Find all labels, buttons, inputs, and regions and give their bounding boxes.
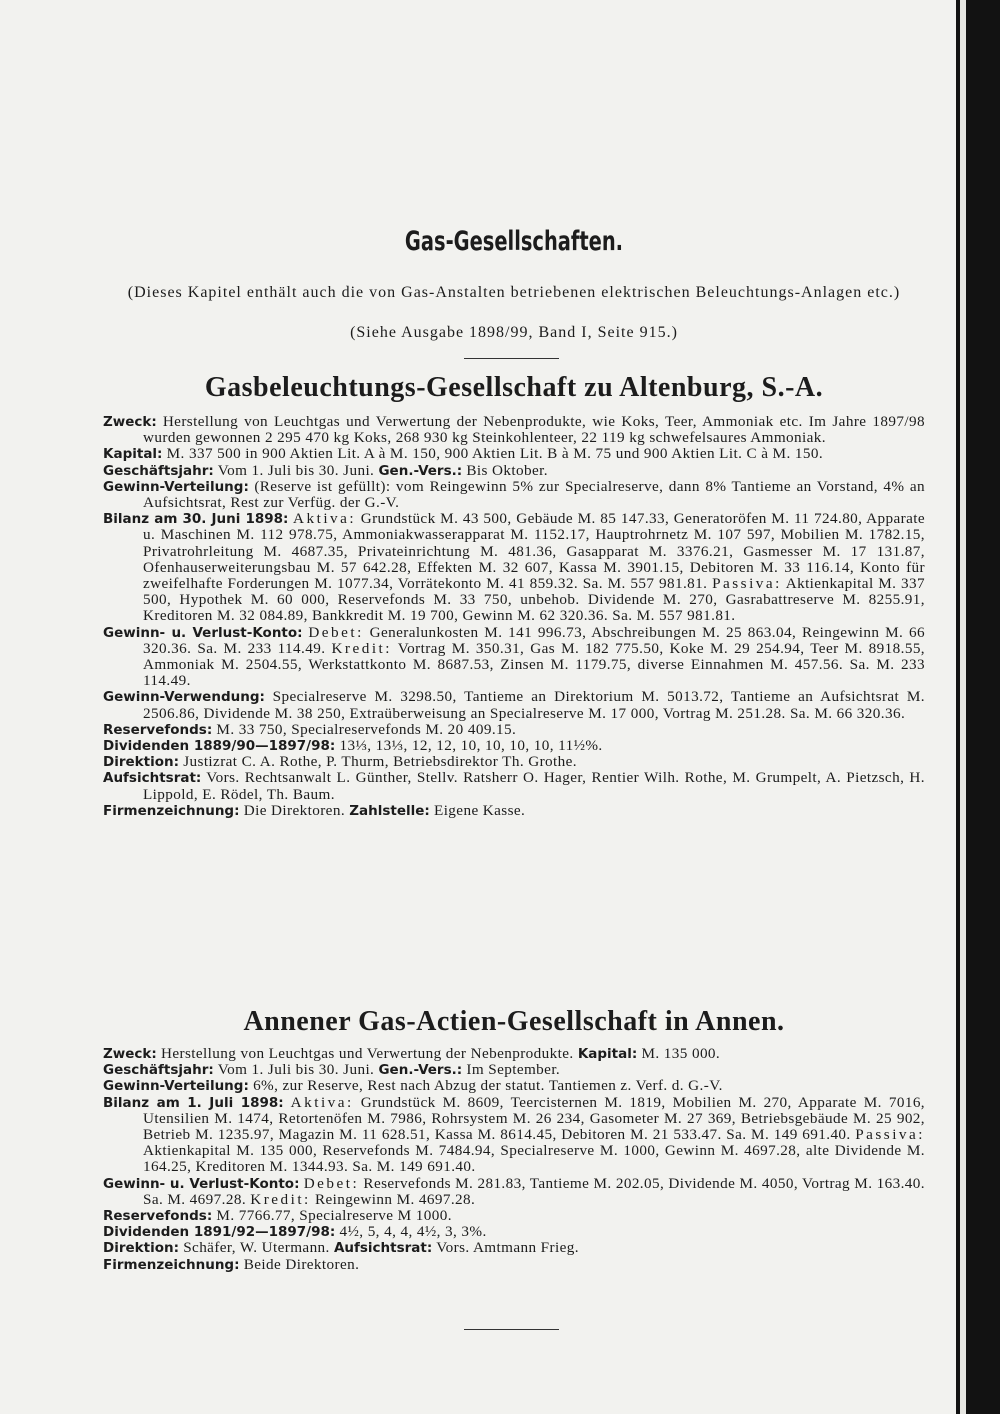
entry-label: Firmenzeichnung: — [103, 1256, 240, 1273]
entry-text: Reingewinn M. 4697.28. — [314, 1190, 476, 1208]
entry-section: Kredit: — [331, 639, 392, 657]
entry — [103, 770, 925, 802]
entry-text: Herstellung von Leuchtgas und Verwertung der Nebenprodukte, wie Koks, Teer, Ammoniak etc. Im Jahre 1897/98 wurden gewonnen 2 295 470 kg Koks, 268 930 kg Steinkohlenteer, 22 119 kg schwefelsaures Ammoniak. — [143, 413, 925, 447]
company-title: Gasbeleuchtungs-Gesellschaft zu Altenburg, S.-A. — [204, 372, 824, 403]
entry — [103, 1046, 925, 1062]
entry-text: Aktienkapital M. 135 000, Reservefonds M. 7484.94, Specialreserve M. 1000, Gewinn M. 4697.28, alte Dividende M. 164.25, Kreditoren M. 1344.93. Sa. M. 149 691.40. — [143, 1142, 925, 1176]
entry — [103, 1240, 925, 1256]
entry — [103, 1078, 925, 1094]
entry-text: Herstellung von Leuchtgas und Verwertung der Nebenprodukte. — [161, 1045, 574, 1062]
entry-text: M. 337 500 in 900 Aktien Lit. A à M. 150, 900 Aktien Lit. B à M. 75 und 900 Aktien Lit. C à M. 150. — [166, 445, 824, 463]
entry-text: Generalunkosten M. 141 996.73, Abschreibungen M. 25 863.04, Reingewinn M. 66 320.36. Sa. M. 233 114.49. — [143, 623, 925, 657]
entry — [103, 754, 925, 770]
entry-text: Eigene Kasse. — [434, 801, 526, 819]
entry — [103, 479, 925, 511]
entry — [103, 463, 925, 479]
entry — [103, 803, 925, 819]
entry-text: Grundstück M. 43 500, Gebäude M. 85 147.33, Generatoröfen M. 11 724.80, Apparate u. Maschinen M. 112 978.75, Ammoniakwasserapparat M. 1152.17, Hauptrohrnetz M. 107 597, Mobilien M. 1782.15, Privatrohrleitung M. 4687.35, Privateinrichtung M. 481.36, Gasapparat M. 3376.21, Gasmesser M. 17 131.87, Ofenhauserweiterungsbau M. 57 642.28, Effekten M. 32 607, Kassa M. 3901.15, Debitoren M. 33 116.14, Konto für zweifelhafte Forderungen M. 1077.34, Vorrätekonto M. 41 859.32. Sa. M. 557 981.81. — [143, 510, 925, 593]
entry-label: Bilanz am 1. Juli 1898: — [103, 1094, 284, 1111]
entry-text: Grundstück M. 8609, Teercisternen M. 1819, Mobilien M. 270, Apparate M. 7016, Utensilien M. 1474, Retortenöfen M. 7986, Rohrsystem M. 26 234, Gasometer M. 27 369, Betriebsgebäude M. 25 902, Betrieb M. 1235.97, Magazin M. 11 628.51, Kassa M. 8614.45, Debitoren M. 21 533.47. Sa. M. 149 691.40. — [143, 1093, 926, 1144]
entry-label: Gewinn- u. Verlust-Konto: — [103, 624, 303, 641]
entry-text: Beide Direktoren. — [243, 1255, 360, 1273]
entry-text: M. 33 750, Specialreservefonds M. 20 409.15. — [216, 720, 517, 738]
entry — [103, 1224, 925, 1240]
scan-edge — [956, 0, 1000, 1414]
entry-text: Bis Oktober. — [466, 461, 548, 479]
entry-label: Bilanz am 30. Juni 1898: — [103, 511, 289, 528]
entry-section: Passiva: — [712, 575, 782, 593]
chapter-title: Gas-Gesellschaften. — [404, 226, 624, 257]
entry — [103, 414, 925, 446]
divider — [464, 1329, 559, 1330]
entry-label: Gen.-Vers.: — [378, 462, 463, 479]
entry-text: Schäfer, W. Utermann. — [183, 1239, 330, 1257]
entry-text: Vom 1. Juli bis 30. Juni. — [217, 461, 375, 479]
entry-label: Zweck: — [103, 1046, 157, 1062]
entry — [103, 446, 925, 462]
entry-text: Die Direktoren. — [243, 801, 346, 819]
document-page — [103, 0, 925, 1414]
entry — [103, 1062, 925, 1078]
entry-text: 4½, 5, 4, 4, 4½, 3, 3%. — [339, 1223, 487, 1241]
entry-label: Direktion: — [103, 754, 179, 771]
entry-label: Reservefonds: — [103, 1208, 213, 1225]
entry-label: Dividenden 1891/92—1897/98: — [103, 1224, 336, 1241]
entry-label: Firmenzeichnung: — [103, 802, 240, 819]
entry — [103, 1208, 925, 1224]
chapter-reference: (Siehe Ausgabe 1898/99, Band I, Seite 915.) — [350, 324, 678, 341]
entry-label: Gewinn-Verteilung: — [103, 478, 249, 495]
entry-text: 13⅓, 13⅓, 12, 12, 10, 10, 10, 10, 11½%. — [339, 737, 603, 755]
entry — [103, 625, 925, 690]
entry-text: (Reserve ist gefüllt): vom Reingewinn 5% zur Specialreserve, dann 8% Tantieme an Vorstand, 4% an Aufsichtsrat, Rest zur Verfüg. der G.-V. — [143, 477, 925, 512]
entry-label: Zweck: — [103, 414, 157, 430]
entry-text: 6%, zur Reserve, Rest nach Abzug der statut. Tantiemen z. Verf. d. G.-V. — [253, 1077, 723, 1095]
entry — [103, 1257, 925, 1273]
entry-label: Geschäftsjahr: — [103, 462, 214, 479]
entry — [103, 738, 925, 754]
entry-section: Aktiva: — [293, 510, 357, 528]
entry — [103, 1095, 925, 1176]
entry-text: Justizrat C. A. Rothe, P. Thurm, Betriebsdirektor Th. Grothe. — [183, 753, 577, 771]
entry-text: Specialreserve M. 3298.50, Tantieme an Direktorium M. 5013.72, Tantieme an Aufsichtsrat M. 2506.86, Dividende M. 38 250, Extraüberweisung an Specialreserve M. 17 000, Vortrag M. 251.28. Sa. M. 66 320.36. — [143, 688, 925, 722]
entry-label: Reservefonds: — [103, 721, 213, 738]
entry-text: Im September. — [466, 1061, 561, 1079]
entry-text: M. 135 000. — [641, 1045, 721, 1062]
entry — [103, 722, 925, 738]
entry-text: Reservefonds M. 281.83, Tantieme M. 202.05, Dividende M. 4050, Vortrag M. 163.40. Sa. M. 4697.28. — [143, 1174, 925, 1208]
entry-text: M. 7766.77, Specialreserve M 1000. — [216, 1207, 452, 1225]
entry-label: Gewinn-Verteilung: — [103, 1078, 249, 1095]
entry-text: Aktienkapital M. 337 500, Hypothek M. 60 000, Reservefonds M. 33 750, unbehob. Dividende M. 270, Gasrabattreserve M. 8255.91, Kreditoren M. 32 084.89, Bankkredit M. 19 700, Gewinn M. 62 320.36. Sa. M. 557 981.81. — [143, 575, 926, 625]
entry-label: Geschäftsjahr: — [103, 1062, 214, 1079]
entry-text: Vors. Rechtsanwalt L. Günther, Stellv. Ratsherr O. Hager, Rentier Wilh. Rothe, M. Grumpelt, A. Pietzsch, H. Lippold, E. Rödel, Th. Baum. — [143, 769, 925, 803]
divider — [464, 358, 559, 359]
entry-label: Aufsichtsrat: — [333, 1240, 433, 1257]
company-entries — [103, 1046, 925, 1273]
entry-label: Aufsichtsrat: — [103, 770, 202, 787]
entry-label: Direktion: — [103, 1240, 179, 1257]
entry-label: Gewinn-Verwendung: — [103, 689, 265, 706]
entry-text: Vors. Amtmann Frieg. — [436, 1239, 579, 1257]
entry-label: Dividenden 1889/90—1897/98: — [103, 738, 336, 755]
entry-label: Kapital: — [577, 1046, 638, 1062]
entry-section: Debet: — [303, 1174, 360, 1192]
entry-text: Vortrag M. 350.31, Gas M. 182 775.50, Koke M. 29 254.94, Teer M. 8918.55, Ammoniak M. 2504.55, Werkstattkonto M. 8687.53, Zinsen M. 1179.75, diverse Einnahmen M. 457.56. Sa. M. 233 114.49. — [143, 639, 926, 690]
entry-section: Debet: — [308, 623, 364, 641]
entry-label: Zahlstelle: — [349, 802, 430, 819]
entry — [103, 1176, 925, 1208]
entry — [103, 689, 925, 721]
entry-section: Kredit: — [250, 1190, 311, 1208]
entry — [103, 511, 925, 624]
entry-section: Passiva: — [855, 1126, 925, 1144]
entry-label: Kapital: — [103, 446, 163, 463]
entry-text: Vom 1. Juli bis 30. Juni. — [217, 1061, 375, 1079]
company-entries — [103, 414, 925, 819]
entry-label: Gen.-Vers.: — [378, 1062, 463, 1079]
company-title: Annener Gas-Actien-Gesellschaft in Annen. — [243, 1006, 785, 1037]
chapter-note: (Dieses Kapitel enthält auch die von Gas-Anstalten betriebenen elektrischen Beleuchtungs-Anlagen etc.) — [127, 284, 901, 301]
entry-label: Gewinn- u. Verlust-Konto: — [103, 1175, 300, 1192]
entry-section: Aktiva: — [290, 1093, 354, 1111]
